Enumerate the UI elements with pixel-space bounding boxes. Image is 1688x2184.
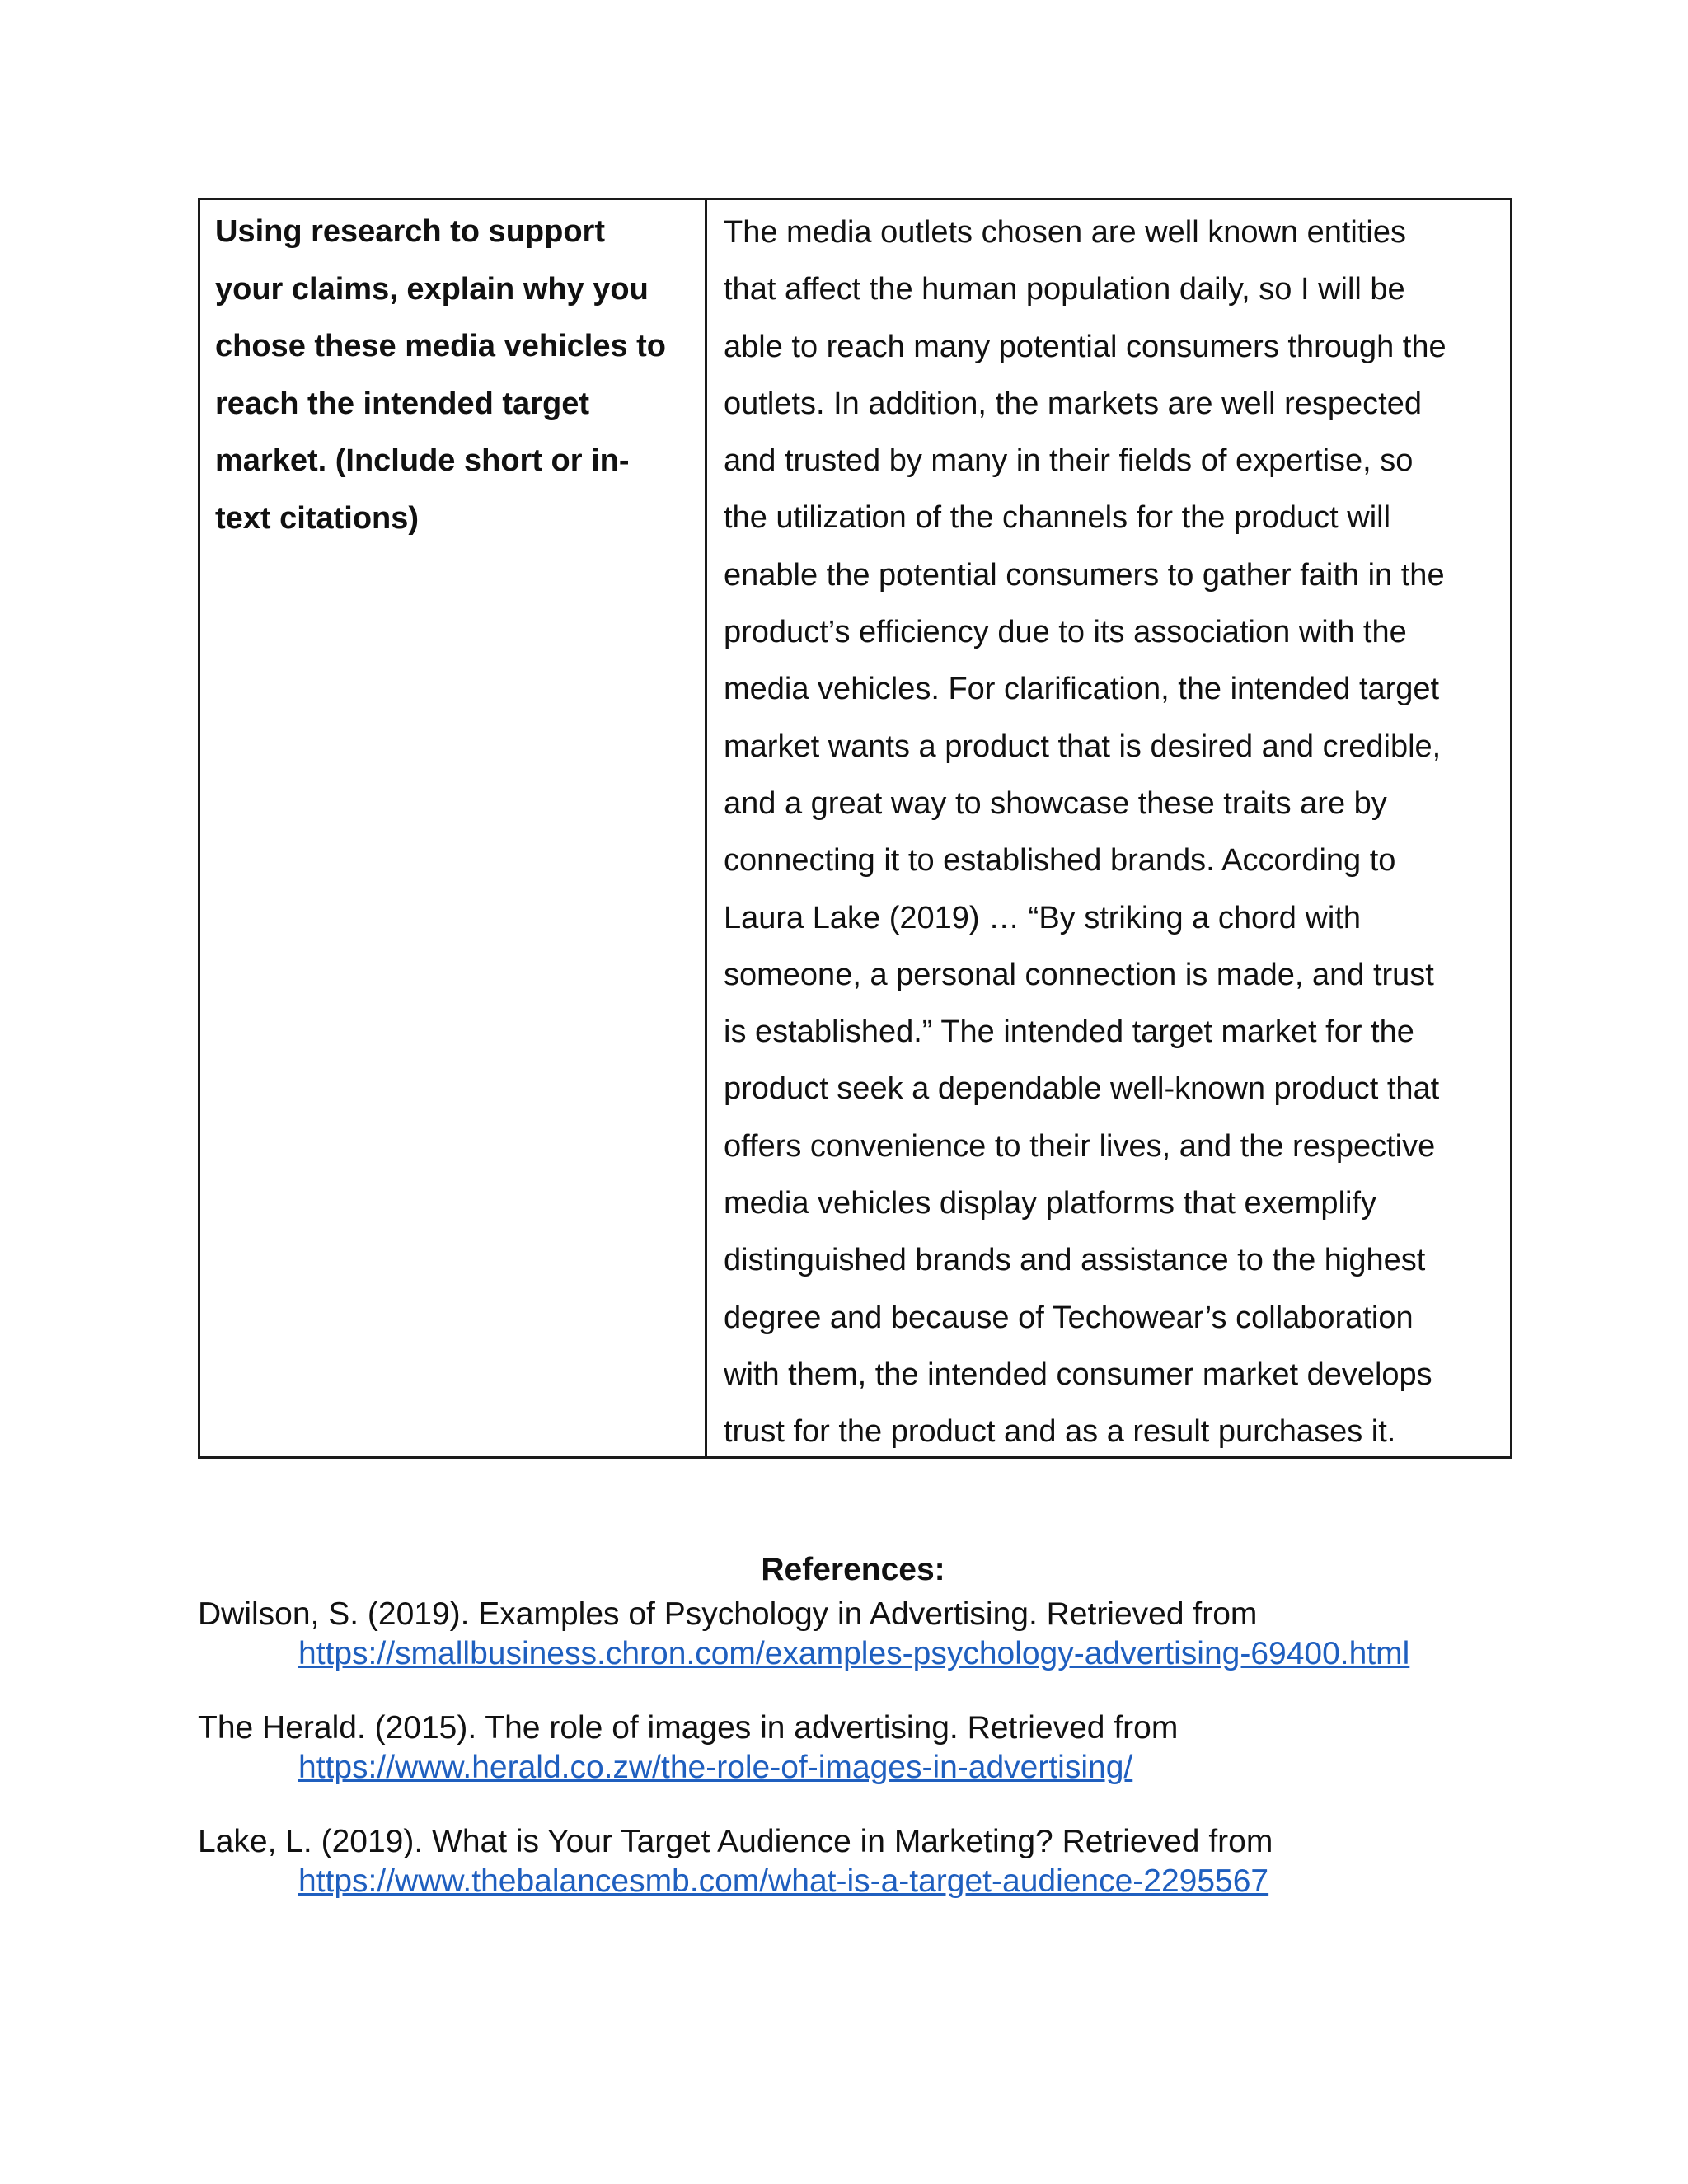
question-line: your claims, explain why you — [215, 271, 649, 307]
answer-line: outlets. In addition, the markets are well respected — [724, 386, 1423, 421]
answer-line: someone, a personal connection is made, and trust — [724, 957, 1434, 992]
question-cell — [200, 200, 707, 1456]
answer-line: market wants a product that is desired and credible, — [724, 729, 1442, 764]
answer-line: with them, the intended consumer market develops — [724, 1357, 1432, 1392]
question-line: chose these media vehicles to — [215, 329, 667, 363]
answer-line: enable the potential consumers to gather faith in the — [724, 557, 1445, 593]
answer-line: media vehicles display platforms that exemplify — [724, 1186, 1377, 1221]
references-section — [198, 1545, 1517, 1901]
answer-line: product’s efficiency due to its association with the — [724, 615, 1407, 650]
reference-link[interactable]: https://smallbusiness.chron.com/examples-psychology-advertising-69400.html — [298, 1636, 1410, 1671]
qa-table — [198, 198, 1512, 1459]
question-line: Using research to support — [215, 214, 605, 249]
answer-line: the utilization of the channels for the product will — [724, 500, 1391, 536]
answer-line: connecting it to established brands. According to — [724, 843, 1396, 879]
answer-line: offers convenience to their lives, and the respective — [724, 1128, 1436, 1164]
answer-line: and a great way to showcase these traits are by — [724, 785, 1387, 821]
answer-line: and trusted by many in their fields of expertise, so — [724, 443, 1414, 479]
question-line: reach the intended target — [215, 386, 589, 421]
answer-line: able to reach many potential consumers through the — [724, 329, 1447, 364]
reference-entry — [198, 1708, 1517, 1788]
reference-link[interactable]: https://www.herald.co.zw/the-role-of-images-in-advertising/ — [298, 1750, 1133, 1785]
answer-line: Laura Lake (2019) … “By striking a chord with — [724, 900, 1362, 935]
references-heading: References: — [761, 1552, 945, 1587]
reference-entry — [198, 1822, 1517, 1901]
answer-line: that affect the human population daily, so I will be — [724, 272, 1405, 307]
reference-entry — [198, 1595, 1517, 1674]
reference-link[interactable]: https://www.thebalancesmb.com/what-is-a-target-audience-2295567 — [298, 1863, 1269, 1899]
reference-text: Dwilson, S. (2019). Examples of Psychology in Advertising. Retrieved from — [198, 1596, 1258, 1632]
reference-text: Lake, L. (2019). What is Your Target Audience in Marketing? Retrieved from — [198, 1824, 1273, 1859]
answer-line: is established.” The intended target market for the — [724, 1015, 1414, 1050]
reference-text: The Herald. (2015). The role of images in advertising. Retrieved from — [198, 1710, 1179, 1746]
answer-line: media vehicles. For clarification, the intended target — [724, 672, 1440, 707]
question-line: market. (Include short or in- — [215, 443, 630, 478]
answer-line: trust for the product and as a result purchases it. — [724, 1414, 1396, 1450]
answer-line: product seek a dependable well-known product that — [724, 1071, 1440, 1107]
question-line: text citations) — [215, 500, 420, 536]
answer-line: The media outlets chosen are well known entities — [724, 215, 1407, 250]
answer-cell — [707, 200, 1510, 1456]
answer-line: degree and because of Techowear’s collaboration — [724, 1300, 1414, 1335]
answer-line: distinguished brands and assistance to the highest — [724, 1243, 1426, 1278]
